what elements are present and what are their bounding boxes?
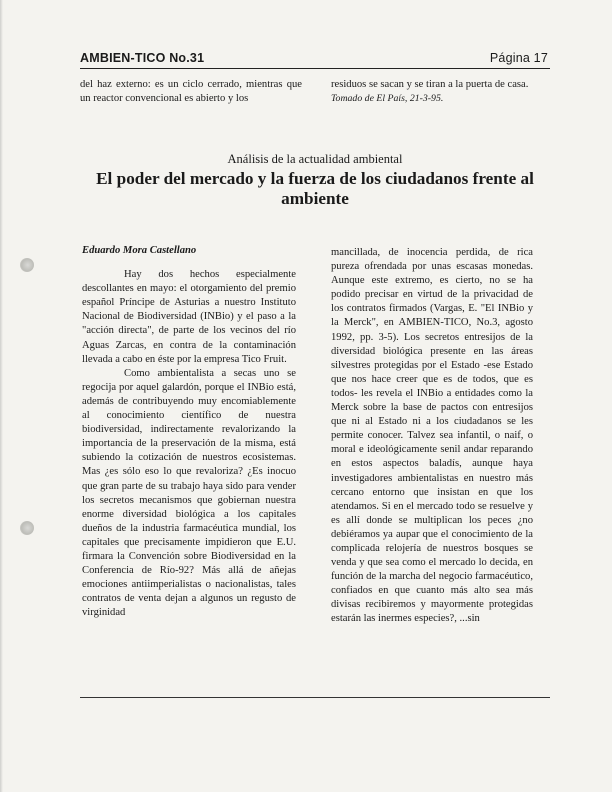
body-paragraph: Hay dos hechos especialmente descollantes en mayo: el otorgamiento del premio español Príncipe de Asturias a nuestro Instituto Nacional de Biodiversidad (INBio) y el paso a la "acción directa", de parte de los vecinos del río Aguas Zarcas, en contra de la contaminación llevada a cabo en éste por la empresa Tico Fruit. bbox=[82, 269, 296, 365]
punch-hole bbox=[20, 521, 34, 535]
previous-article-text-right bbox=[331, 78, 547, 106]
section-label: Análisis de la actualidad ambiental bbox=[227, 152, 403, 166]
page-number: Página 17 bbox=[489, 51, 548, 65]
previous-article-source: Tomado de El País, 21-3-95. bbox=[331, 93, 444, 104]
article-column-right bbox=[331, 246, 533, 627]
article-title: El poder del mercado y la fuerza de los ciudadanos frente al ambiente bbox=[96, 169, 534, 208]
body-paragraph: Como ambientalista a secas uno se regocija por aquel galardón, porque el INBio está, además de contribuyendo muy encomiablemente al conocimiento científico de nuestra biodiversidad, indirectamente revalorizando la importancia de la preservación de la misma, está subiendo la cotización de nuestros ecosistemas. Mas ¿es sólo eso lo que revaloriza? ¿Es inocuo que gran parte de su trabajo haya sido para vender los secretos mecanismos que gobiernan nuestra enorme diversidad biológica a los capitales dueños de la industria farmacéutica mundial, los capitales que precisamente impidieron que E.U. firmara la Convención sobre Biodiversidad en la Conferencia de Río-92? Más allá de añejas emociones antiimperialistas o nacionalistas, tales contratos de venta dejan a algunos un regusto de virginidad bbox=[82, 367, 296, 619]
footer-rule bbox=[80, 697, 550, 698]
article-column-left bbox=[82, 244, 296, 620]
punch-hole bbox=[20, 258, 34, 272]
body-paragraph: mancillada, de inocencia perdida, de rica pureza ofrendada por unas escasas monedas. Aunque este extremo, es cierto, no se ha podido precisar en virtud de la privacidad de los contratos firmados (Vargas, E. "El INBio y la Merck", en AMBIEN-TICO, No.3, agosto 1992, pp. 3-5). Los secretos entresijos de la diversidad biológica presente en las áreas silvestres protegidas por el Estado -ese Estado que nos hace creer que es de todos, que es todos- les revela el INBio a entidades como la Merck sobre la base de pactos con entresijos que ni al Estado ni a los ciudadanos se les permite conocer. Talvez sea infantil, o naif, o moral e ideológicamente senil andar reparando en estos aspectos baladís, aunque haya investigadores ambientalistas en nuestro más cercano entorno que insistan en que los atendamos. Si en el mercado todo se resuelve y es allí donde se multiplican los peces ¿no debiéramos ya aupar que el conocimiento de la complicada relojería de nuestros bosques se venda y que sea como el mercado lo decida, en función de la marcha del negocio farmacéutico, confiados en que cuanto más alto sea más divisas recibiremos y mayormente protegidas estarán las inermes especies?, ...sin bbox=[331, 247, 533, 625]
publication-name: AMBIEN-TICO No.31 bbox=[80, 51, 205, 65]
author-byline: Eduardo Mora Castellano bbox=[82, 245, 197, 256]
previous-article-text-end: residuos se sacan y se tiran a la puerta de casa. bbox=[331, 79, 529, 90]
previous-article-text-left: del haz externo: es un ciclo cerrado, mientras que un reactor convencional es abierto y los bbox=[80, 79, 302, 104]
header-rule bbox=[80, 68, 550, 69]
page-edge-shadow bbox=[0, 0, 3, 792]
